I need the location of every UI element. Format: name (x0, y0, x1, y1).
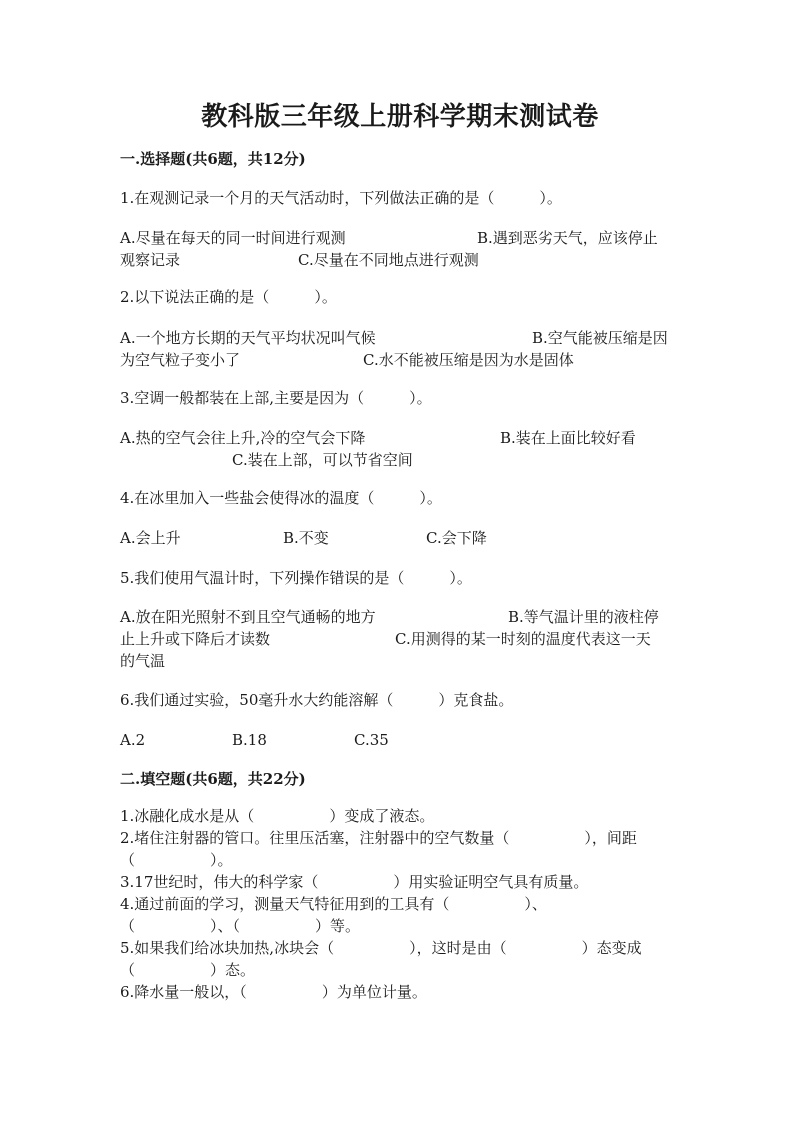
question-4-stem: 4.在冰里加入一些盐会使得冰的温度（ ）。 (120, 489, 442, 507)
fill-question-1: 1.冰融化成水是从（ ）变成了液态。 (120, 807, 435, 825)
option-b-cont: 观察记录 (120, 251, 181, 269)
option-c: C.水不能被压缩是因为水是固体 (363, 351, 574, 369)
question-3-options-line2 (120, 448, 680, 472)
fill-question-5-line2: （ ）态。 (120, 961, 256, 979)
section-heading-fill: 二.填空题(共6题，共22分) (120, 770, 306, 788)
question-5-options-line1 (120, 605, 680, 629)
option-b: B.等气温计里的液柱停 (508, 608, 659, 626)
question-6-stem: 6.我们通过实验，50毫升水大约能溶解（ ）克食盐。 (120, 691, 514, 709)
fill-question-2-line2: （ ）。 (120, 851, 233, 869)
question-3-stem: 3.空调一般都装在上部,主要是因为（ ）。 (120, 389, 432, 407)
question-4-options (120, 526, 680, 550)
option-a: A.会上升 (120, 529, 181, 547)
option-c: C.35 (354, 731, 389, 749)
question-3-options-line1 (120, 426, 680, 450)
question-2-stem: 2.以下说法正确的是（ ）。 (120, 288, 337, 306)
option-b: B.不变 (283, 529, 329, 547)
fill-question-6: 6.降水量一般以，（ ）为单位计量。 (120, 983, 427, 1001)
option-b: B.空气能被压缩是因 (532, 329, 668, 347)
question-1-stem: 1.在观测记录一个月的天气活动时，下列做法正确的是（ ）。 (120, 189, 562, 207)
option-c: C.尽量在不同地点进行观测 (298, 251, 479, 269)
question-5-options-line2 (120, 627, 680, 651)
question-1-options-line1 (120, 226, 680, 250)
section-heading-choice: 一.选择题(共6题，共12分) (120, 150, 306, 168)
question-2-options-line1 (120, 326, 680, 350)
option-a: A.尽量在每天的同一时间进行观测 (120, 229, 346, 247)
fill-question-2-line1: 2.堵住注射器的管口。往里压活塞，注射器中的空气数量（ ），间距 (120, 829, 637, 847)
option-b: B.18 (232, 731, 267, 749)
option-a: A.2 (120, 731, 146, 749)
question-2-options-line2 (120, 348, 680, 372)
fill-question-4-line1: 4.通过前面的学习，测量天气特征用到的工具有（ ）、 (120, 895, 547, 913)
option-c-cont: 的气温 (120, 652, 166, 670)
option-a: A.热的空气会往上升,冷的空气会下降 (120, 429, 366, 447)
question-1-options-line2 (120, 248, 680, 272)
option-b-cont: 为空气粒子变小了 (120, 351, 241, 369)
option-a: A.放在阳光照射不到且空气通畅的地方 (120, 608, 376, 626)
page-title: 教科版三年级上册科学期末测试卷 (201, 102, 599, 132)
question-5-options-line3 (120, 649, 680, 673)
option-c: C.用测得的某一时刻的温度代表这一天 (395, 630, 651, 648)
fill-question-3: 3.17世纪时，伟大的科学家（ ）用实验证明空气具有质量。 (120, 873, 589, 891)
option-b: B.遇到恶劣天气，应该停止 (477, 229, 658, 247)
option-c: C.装在上部，可以节省空间 (232, 451, 413, 469)
question-5-stem: 5.我们使用气温计时，下列操作错误的是（ ）。 (120, 569, 472, 587)
fill-question-5-line1: 5.如果我们给冰块加热,冰块会（ ），这时是由（ ）态变成 (120, 939, 642, 957)
question-6-options (120, 728, 680, 752)
option-b-cont: 止上升或下降后才读数 (120, 630, 271, 648)
option-b: B.装在上面比较好看 (500, 429, 636, 447)
option-a: A.一个地方长期的天气平均状况叫气候 (120, 329, 376, 347)
option-c: C.会下降 (426, 529, 487, 547)
fill-question-4-line2: （ ）、（ ）等。 (120, 917, 361, 935)
